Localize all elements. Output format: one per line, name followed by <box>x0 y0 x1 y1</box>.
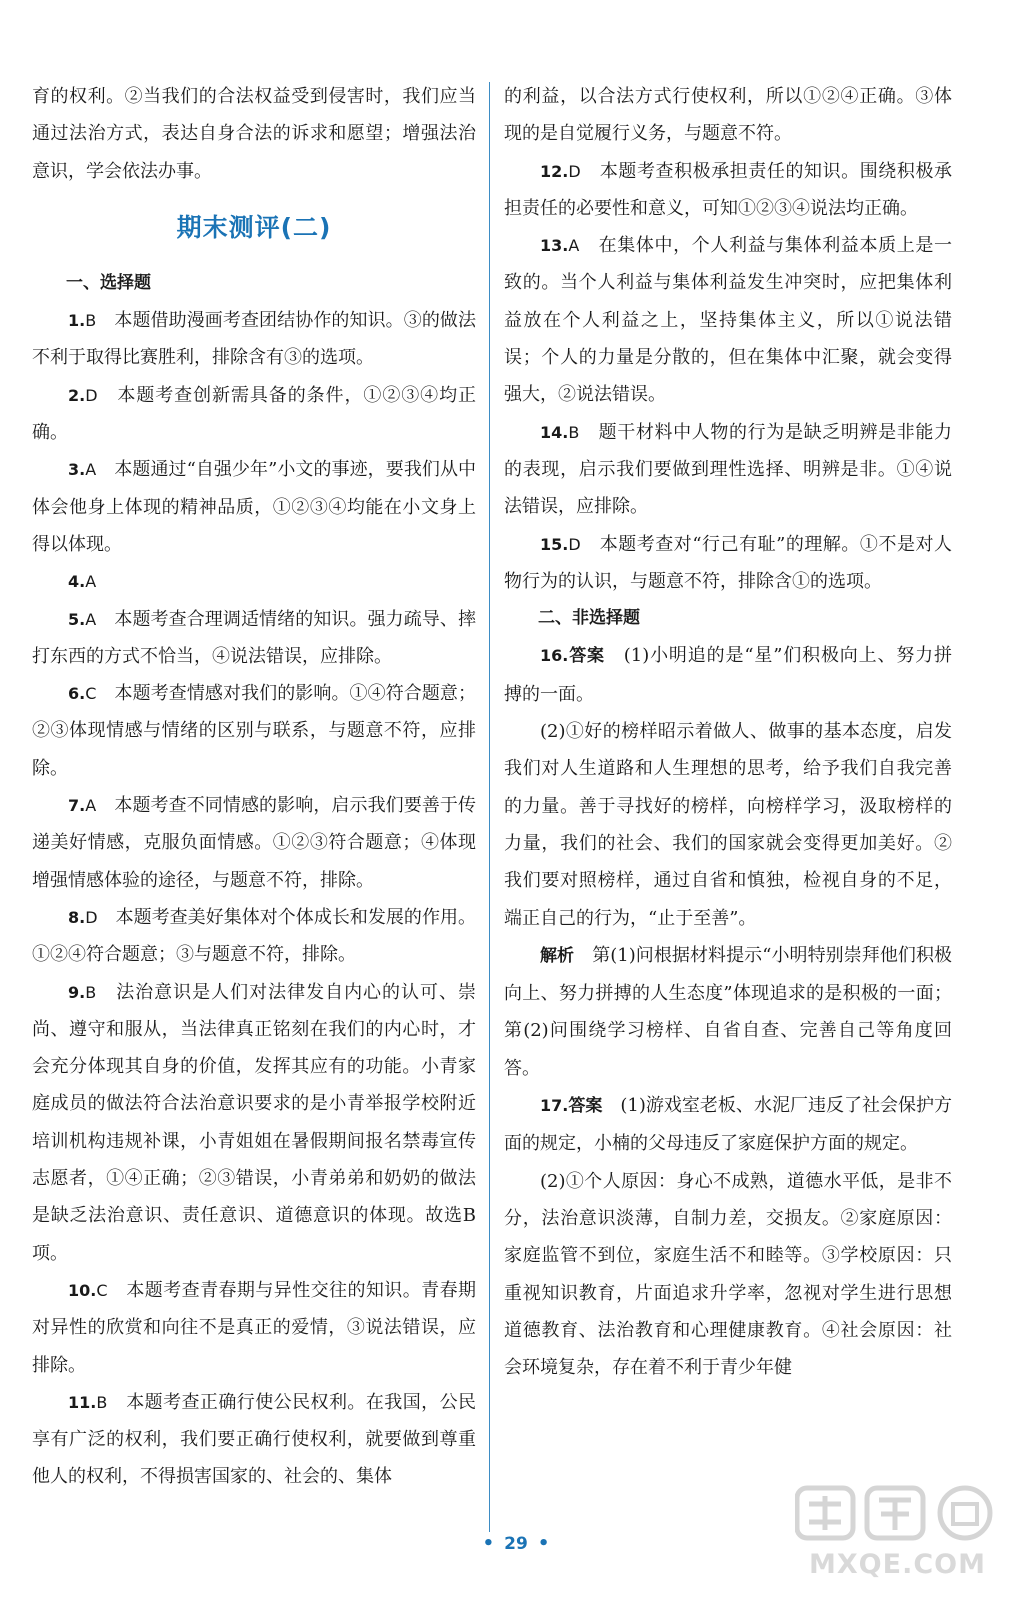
q-text: 本题考查美好集体对个体成长和发展的作用。①②④符合题意；③与题意不符，排除。 <box>32 906 477 966</box>
q-number: 2. <box>68 385 86 405</box>
question-11-continued: 的利益，以合法方式行使权利，所以①②④正确。③体现的是自觉履行义务，与题意不符。 <box>504 86 952 145</box>
answer-text: (1)小明追的是“星”们积极向上、努力拼搏的一面。 <box>504 645 953 705</box>
q-number: 12. <box>540 161 569 181</box>
q-text: 题干材料中人物的行为是缺乏明辨是非能力的表现，启示我们要做到理性选择、明辨是非。①④说法错误，应排除。 <box>504 421 953 518</box>
question-14 <box>504 414 952 526</box>
watermark-domain: MXQE.COM <box>809 1549 986 1580</box>
q-text: 本题考查对“行己有耻”的理解。①不是对人物行为的认识，与题意不符，排除含①的选项。 <box>504 533 953 592</box>
question-17-answer-1 <box>504 1087 952 1163</box>
question-16-answer-2: (2)①好的榜样昭示着做人、做事的基本态度，启发我们对人生道路和人生理想的思考，给予我们自我完善的力量。善于寻找好的榜样，向榜样学习，汲取榜样的力量，我们的社会、我们的国家就会变得更加美好。②我们要对照榜样，通过自省和慎独，检视自身的不足，端正自己的行为，“止于至善”。 <box>504 721 952 929</box>
question-9 <box>32 974 476 1272</box>
bullet-icon: • <box>482 1533 495 1554</box>
q-answer: C <box>85 684 97 704</box>
analysis-text: 第(1)问根据材料提示“小明特别崇拜他们积极向上、努力拼搏的人生态度”体现追求的是积极的一面；第(2)问围绕学习榜样、自省自查、完善自己等角度回答。 <box>504 944 953 1079</box>
q-answer: D <box>568 161 581 181</box>
q-answer: A <box>85 609 97 629</box>
q-number: 15. <box>540 534 569 554</box>
q-answer: A <box>85 460 97 480</box>
q-number: 8. <box>68 907 86 927</box>
q-answer: A <box>85 572 97 592</box>
q-number: 6. <box>68 684 86 704</box>
q-number: 1. <box>68 311 86 331</box>
q-answer: D <box>85 907 98 927</box>
answer-label: 答案 <box>568 1096 603 1117</box>
q-number: 5. <box>68 609 86 629</box>
question-2 <box>32 377 476 452</box>
part2-heading: 二、非选择题 <box>538 608 640 629</box>
question-16-answer-1 <box>504 637 952 713</box>
q-number: 13. <box>540 236 569 256</box>
question-3 <box>32 451 476 563</box>
q-answer: A <box>568 236 580 256</box>
q-text: 本题考查创新需具备的条件，①②③④均正确。 <box>32 384 477 444</box>
answer-text: (1)游戏室老板、水泥厂违反了社会保护方面的规定，小楠的父母违反了家庭保护方面的规定。 <box>504 1095 953 1155</box>
q-number: 7. <box>68 796 86 816</box>
q-text: 本题考查积极承担责任的知识。围绕积极承担责任的必要性和意义，可知①②③④说法均正确。 <box>504 160 953 219</box>
watermark-logo-icon <box>795 1484 995 1542</box>
right-column <box>504 78 952 1386</box>
q-number: 9. <box>68 982 86 1002</box>
q-text: 本题考查不同情感的影响，启示我们要善于传递美好情感，克服负面情感。①②③符合题意；④体现增强情感体验的途径，与题意不符，排除。 <box>32 795 477 891</box>
q-answer: B <box>96 1392 108 1412</box>
part1-heading: 一、选择题 <box>66 272 151 293</box>
question-8 <box>32 899 476 974</box>
q-text: 本题通过“自强少年”小文的事迹，要我们从中体会他身上体现的精神品质，①②③④均能在小文身上得以体现。 <box>32 459 477 555</box>
q-text: 本题考查情感对我们的影响。①④符合题意；②③体现情感与情绪的区别与联系，与题意不符，应排除。 <box>32 683 477 779</box>
q-answer: A <box>85 796 97 816</box>
q-answer: B <box>85 982 97 1002</box>
q-answer: B <box>85 311 97 331</box>
watermark <box>775 1478 1020 1588</box>
q-answer: C <box>96 1280 108 1300</box>
q-text: 本题考查青春期与异性交往的知识。青春期对异性的欣赏和向往不是真正的爱情，③说法错误，应排除。 <box>32 1279 477 1376</box>
q-number: 3. <box>68 460 86 480</box>
q-number: 11. <box>68 1392 97 1412</box>
question-1 <box>32 302 476 377</box>
question-10 <box>32 1272 476 1384</box>
q-text: 在集体中，个人利益与集体利益本质上是一致的。当个人利益与集体利益发生冲突时，应把集体利益放在个人利益之上，坚持集体主义，所以①说法错误；个人的力量是分散的，但在集体中汇聚，就会变得强大，②说法错误。 <box>504 235 953 406</box>
q-text: 法治意识是人们对法律发自内心的认可、崇尚、遵守和服从，当法律真正铭刻在我们的内心时，才会充分体现其自身的价值，发挥其应有的功能。小青家庭成员的做法符合法治意识要求的是小青举报学校附近培训机构违规补课，小青姐姐在暑假期间报名禁毒宣传志愿者，①④正确；②③错误，小青弟弟和奶奶的做法是缺乏法治意识、责任意识、道德意识的体现。故选B项。 <box>32 981 477 1264</box>
intro-text: 育的权利。②当我们的合法权益受到侵害时，我们应当通过法治方式，表达自身合法的诉求和愿望；增强法治意识，学会依法办事。 <box>32 86 476 182</box>
question-17-answer-2: (2)①个人原因：身心不成熟，道德水平低，是非不分，法治意识淡薄，自制力差，交损友。②家庭原因：家庭监管不到位，家庭生活不和睦等。③学校原因：只重视知识教育，片面追求升学率，忽视对学生进行思想道德教育、法治教育和心理健康教育。④社会原因：社会环境复杂，存在着不利于青少年健 <box>504 1170 952 1379</box>
q-number: 16. <box>540 646 569 666</box>
q-answer: B <box>568 422 580 442</box>
page-number-value: 29 <box>504 1534 528 1554</box>
question-11 <box>32 1384 476 1496</box>
section-title: 期末测评(二) <box>176 212 332 242</box>
analysis-label: 解析 <box>540 945 575 966</box>
question-13 <box>504 227 952 413</box>
question-5 <box>32 601 476 676</box>
q-answer: D <box>568 534 581 554</box>
q-number: 17. <box>540 1096 569 1116</box>
question-12 <box>504 153 952 228</box>
bullet-icon: • <box>537 1533 550 1554</box>
answer-label: 答案 <box>568 646 605 667</box>
column-divider <box>489 82 490 1532</box>
question-15 <box>504 526 952 601</box>
left-column <box>32 78 476 1496</box>
q-number: 10. <box>68 1280 97 1300</box>
q-number: 4. <box>68 572 86 592</box>
question-7 <box>32 787 476 899</box>
q-text: 本题借助漫画考查团结协作的知识。③的做法不利于取得比赛胜利，排除含有③的选项。 <box>32 310 476 369</box>
q-text: 本题考查正确行使公民权利。在我国，公民享有广泛的权利，我们要正确行使权利，就要做到尊重他人的权利，不得损害国家的、社会的、集体 <box>32 1391 477 1488</box>
question-4 <box>32 563 476 600</box>
q-answer: D <box>85 385 98 405</box>
q-number: 14. <box>540 422 569 442</box>
question-6 <box>32 675 476 787</box>
question-16-analysis <box>504 937 952 1087</box>
q-text: 本题考查合理调适情绪的知识。强力疏导、摔打东西的方式不恰当，④说法错误，应排除。 <box>32 608 477 667</box>
